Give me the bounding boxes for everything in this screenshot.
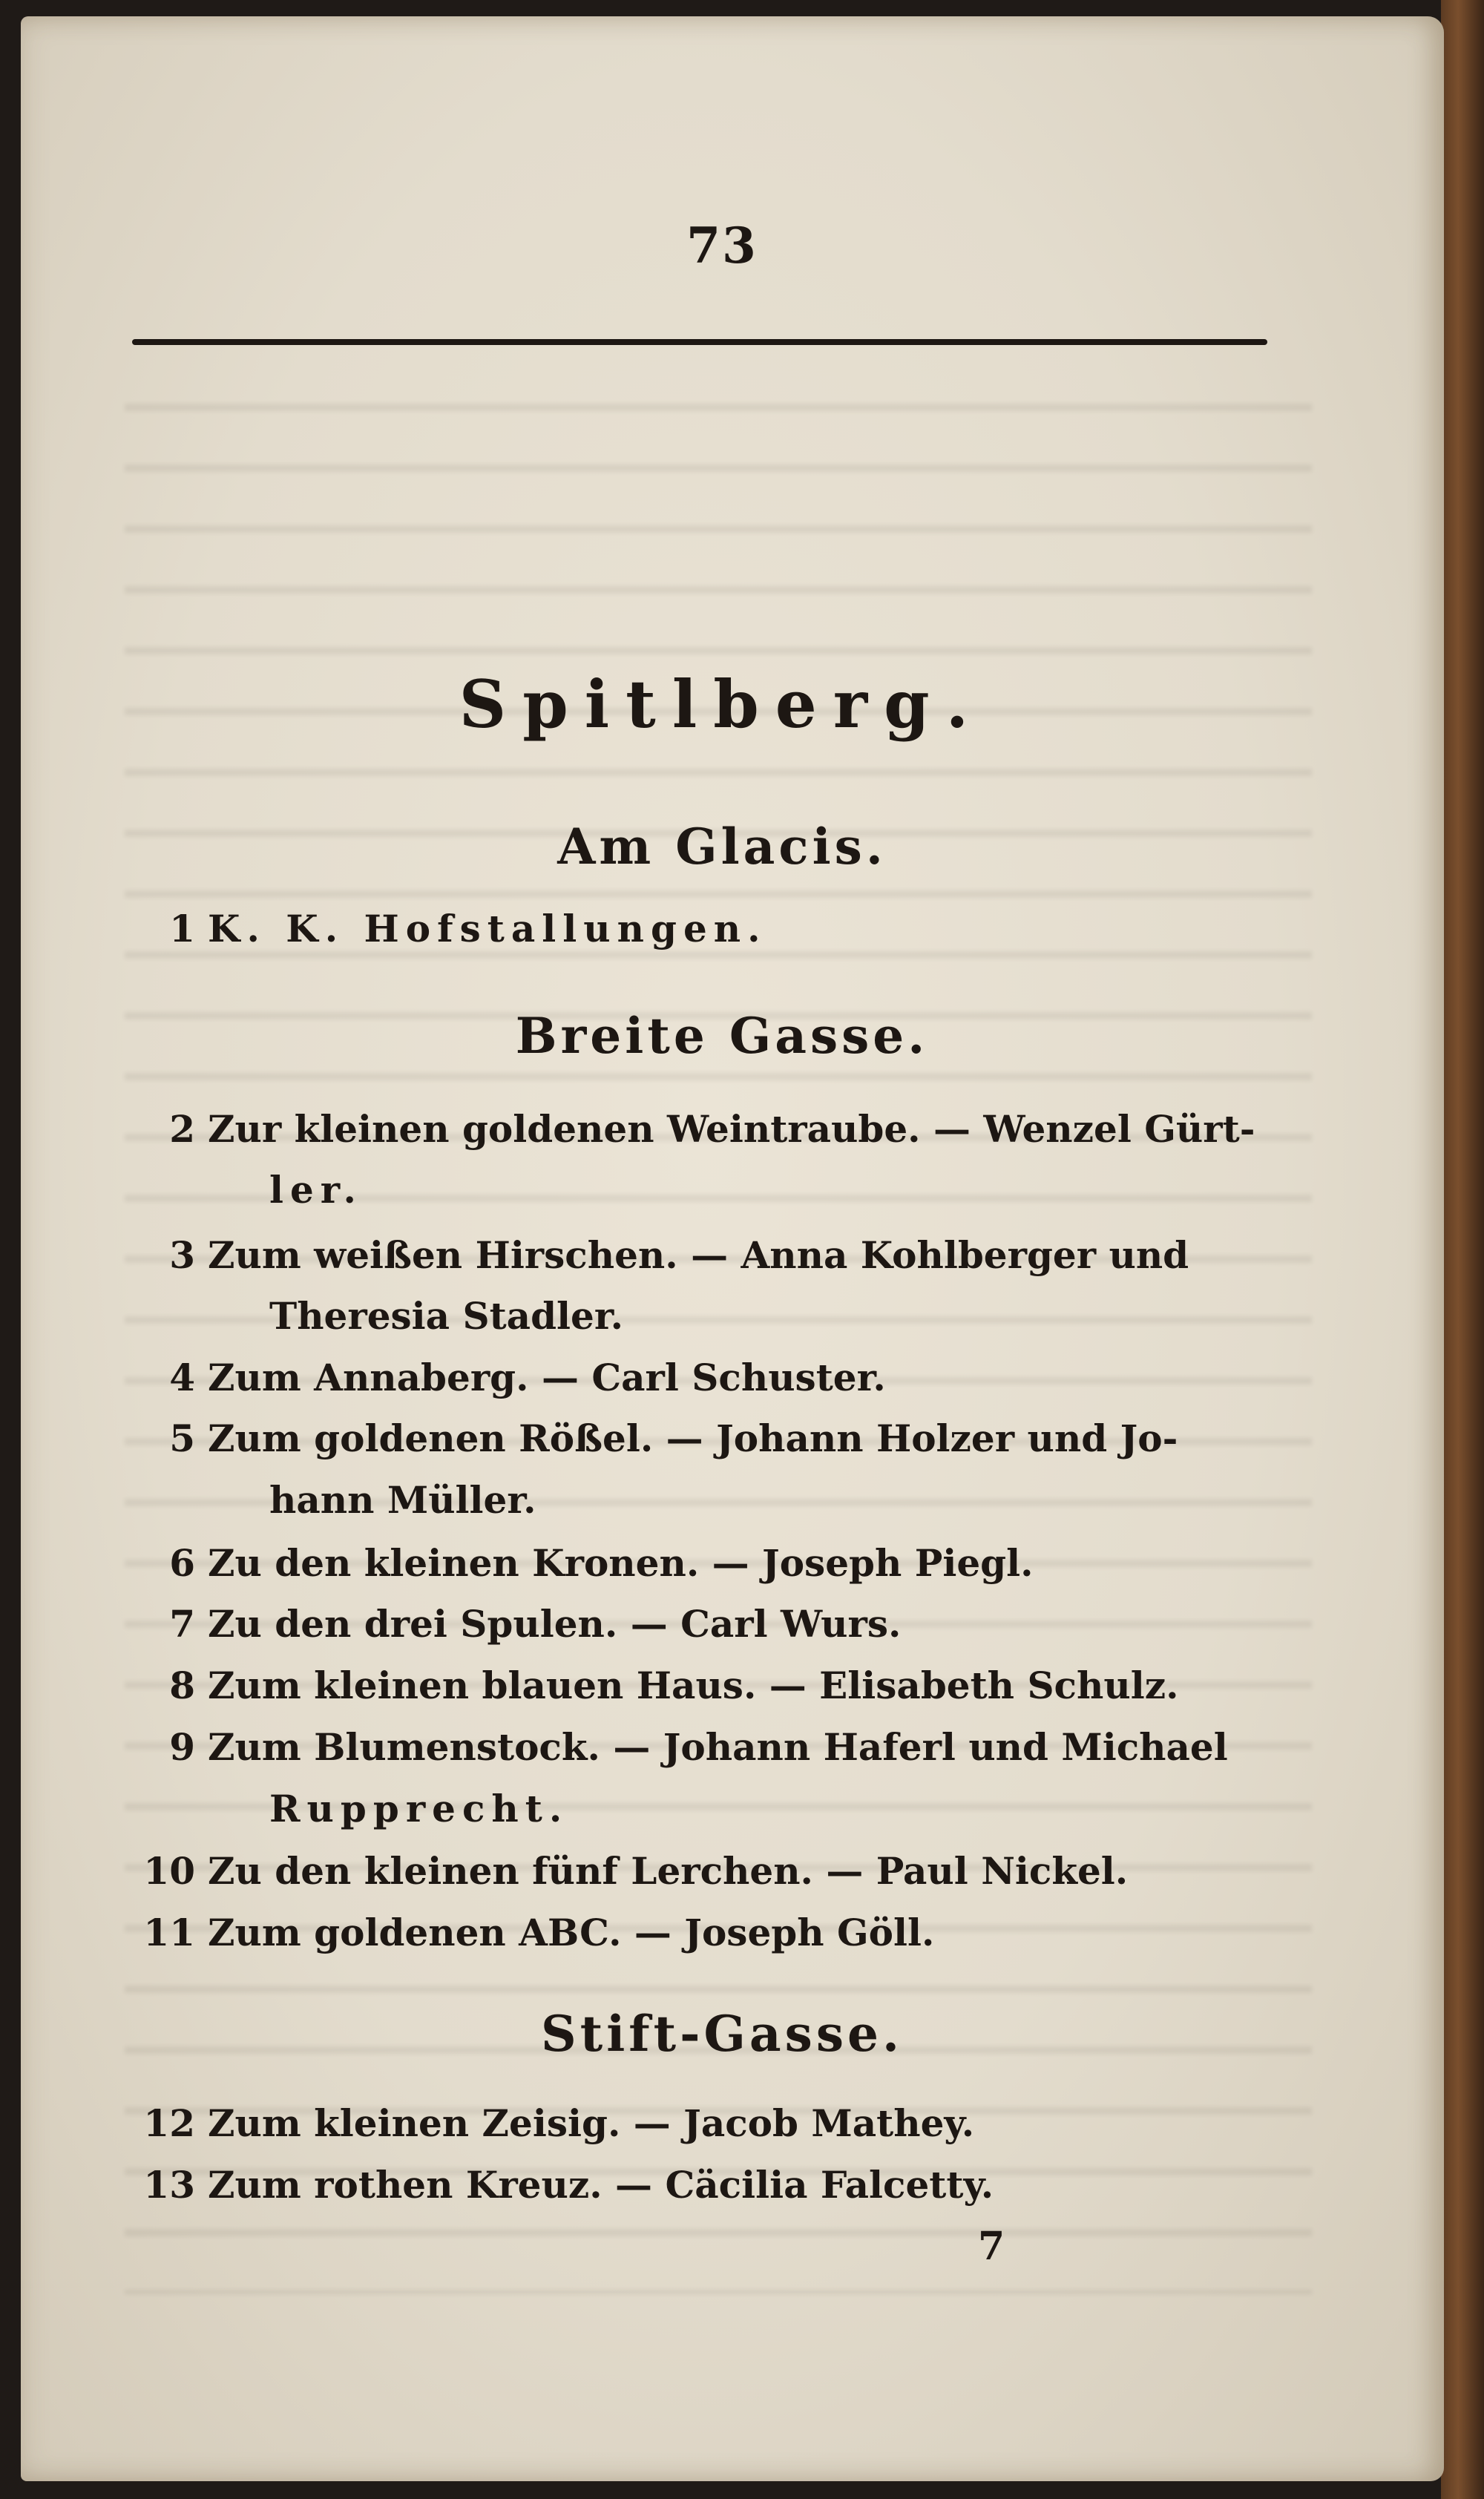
entry-number: 1 — [169, 907, 195, 950]
entry-number: 7 — [169, 1602, 195, 1646]
entry-continuation: Theresia Stadler. — [269, 1294, 624, 1338]
entry-text: Zum kleinen Zeisig. — Jacob Mathey. — [208, 2101, 975, 2145]
entry-number: 5 — [169, 1416, 195, 1460]
section-heading-am-glacis: Am Glacis. — [557, 818, 887, 876]
entry-number: 9 — [169, 1725, 195, 1769]
entry-number: 12 — [143, 2101, 195, 2145]
entry-continuation: hann Müller. — [269, 1478, 536, 1522]
header-rule — [132, 339, 1267, 345]
entry-number: 13 — [143, 2163, 195, 2207]
book-page — [21, 16, 1444, 2481]
entry-text: Zum Blumenstock. — Johann Haferl und Michael — [208, 1725, 1228, 1769]
entry-number: 2 — [169, 1107, 195, 1151]
page-title: Spitlberg. — [459, 666, 985, 743]
entry-number: 10 — [143, 1849, 195, 1893]
section-heading-breite-gasse: Breite Gasse. — [515, 1007, 929, 1065]
entry-text: Zu den kleinen fünf Lerchen. — Paul Nickel. — [208, 1849, 1129, 1893]
entry-text: Zum goldenen Rößel. — Johann Holzer und Jo- — [208, 1416, 1178, 1460]
entry-text: K. K. Hofstallungen. — [208, 907, 767, 950]
entry-number: 11 — [143, 1911, 195, 1954]
entry-text: Zum weißen Hirschen. — Anna Kohlberger und — [208, 1233, 1189, 1277]
entry-number: 4 — [169, 1356, 195, 1399]
entry-number: 8 — [169, 1664, 195, 1707]
entry-text: Zum rothen Kreuz. — Cäcilia Falcetty. — [208, 2163, 994, 2207]
entry-text: Zum Annaberg. — Carl Schuster. — [208, 1356, 886, 1399]
signature-mark: 7 — [978, 2224, 1005, 2269]
entry-text: Zum goldenen ABC. — Joseph Göll. — [208, 1911, 935, 1954]
entry-text: Zu den drei Spulen. — Carl Wurs. — [208, 1602, 902, 1646]
book-edge — [1441, 0, 1484, 2499]
page-number: 73 — [686, 217, 758, 275]
section-heading-stift-gasse: Stift-Gasse. — [541, 2005, 903, 2063]
entry-continuation: ler. — [269, 1168, 363, 1212]
entry-continuation: Rupprecht. — [269, 1787, 569, 1830]
entry-text: Zur kleinen goldenen Weintraube. — Wenzel Gürt- — [208, 1107, 1255, 1151]
entry-text: Zu den kleinen Kronen. — Joseph Piegl. — [208, 1541, 1034, 1585]
entry-text: Zum kleinen blauen Haus. — Elisabeth Schulz. — [208, 1664, 1179, 1707]
entry-number: 3 — [169, 1233, 195, 1277]
entry-number: 6 — [169, 1541, 195, 1585]
